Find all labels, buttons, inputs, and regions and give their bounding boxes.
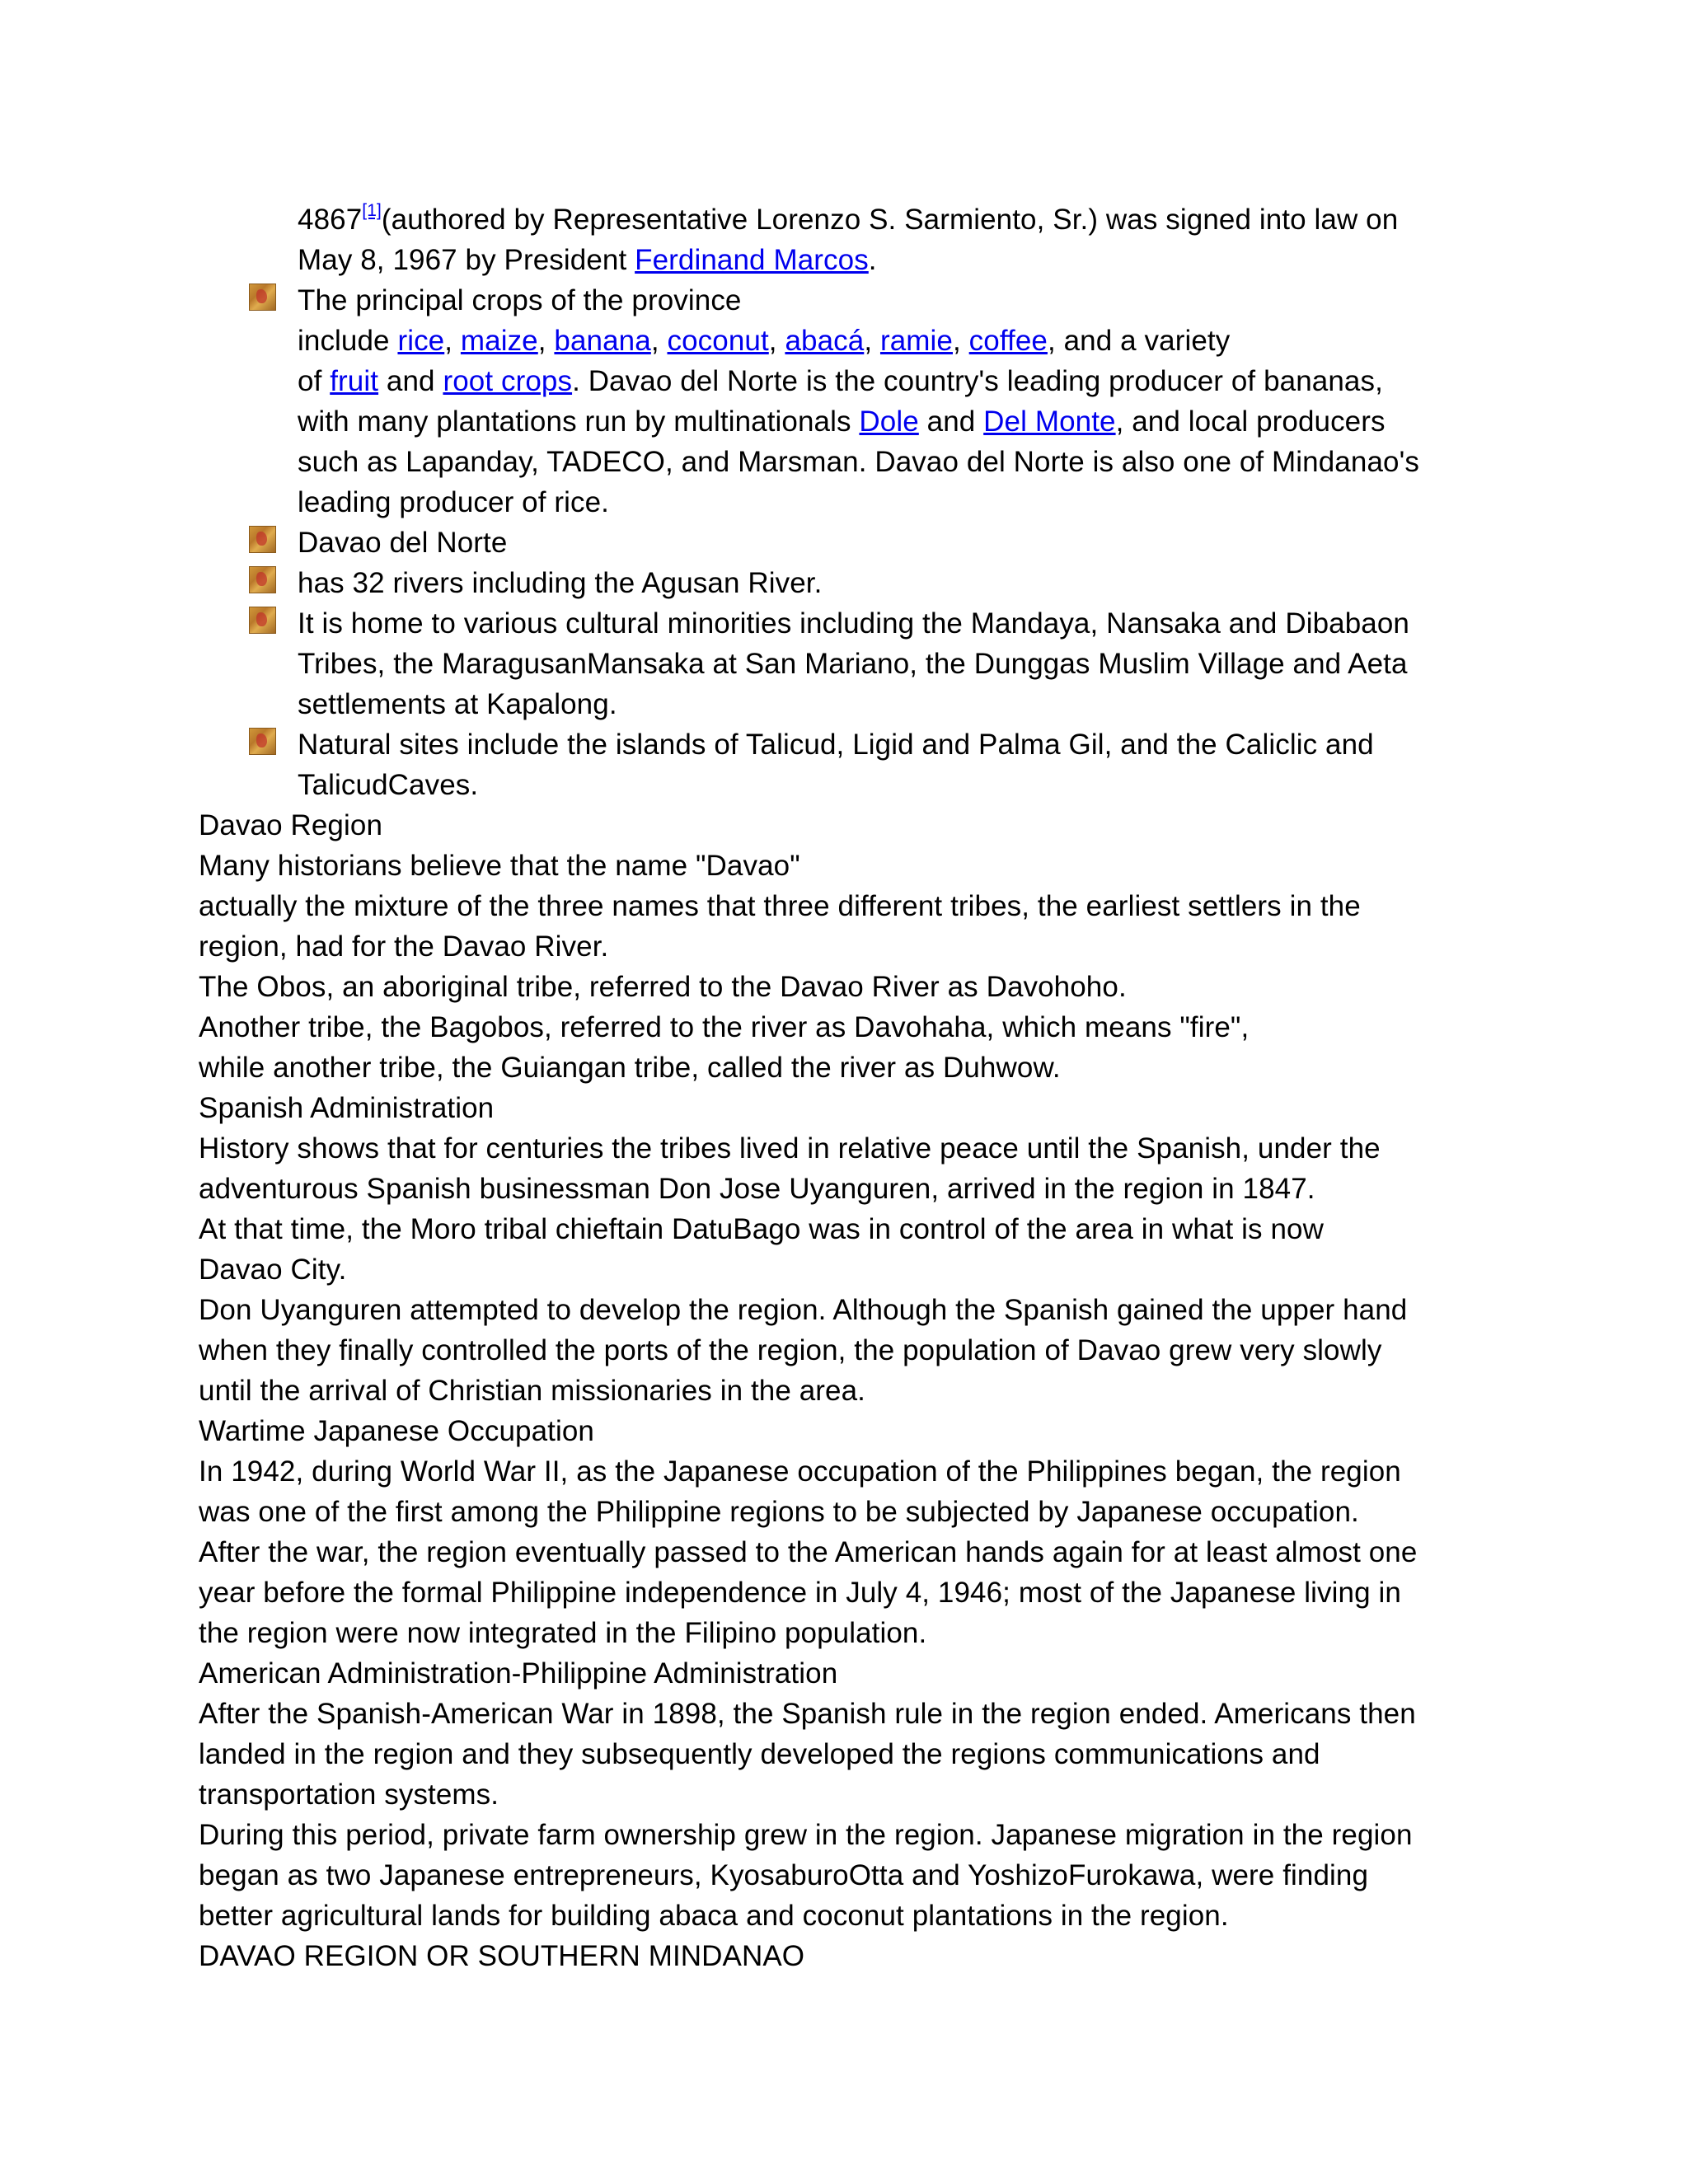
crops-line-6: leading producer of rice. <box>298 486 609 518</box>
body-line: Don Uyanguren attempted to develop the region. Although the Spanish gained the upper hand <box>199 1294 1408 1326</box>
bullet-minorities-line-2: Tribes, the MaragusanMansaka at San Mariano, the Dunggas Muslim Village and Aeta <box>298 648 1408 680</box>
separator: , <box>768 325 785 357</box>
body-line: began as two Japanese entrepreneurs, KyosaburoOtta and YoshizoFurokawa, were finding <box>199 1859 1369 1891</box>
intro-text: . <box>868 244 877 276</box>
crops-text: . Davao del Norte is the country's leading producer of bananas, <box>572 365 1383 397</box>
banana-link[interactable]: banana <box>554 325 651 357</box>
crops-text: , and a variety <box>1047 325 1231 357</box>
intro-line-1 <box>298 199 1398 240</box>
crops-line-5: such as Lapanday, TADECO, and Marsman. Davao del Norte is also one of Mindanao's <box>298 446 1419 478</box>
intro-line-2 <box>298 240 877 280</box>
separator: , <box>953 325 969 357</box>
intro-text: May 8, 1967 by President <box>298 244 635 276</box>
rice-link[interactable]: rice <box>397 325 445 357</box>
bullet-icon <box>249 526 276 553</box>
ferdinand-marcos-link[interactable]: Ferdinand Marcos <box>635 244 869 276</box>
maize-link[interactable]: maize <box>460 325 538 357</box>
coconut-link[interactable]: coconut <box>667 325 769 357</box>
crops-line-2 <box>298 321 1230 361</box>
heading-davao-region: Davao Region <box>199 809 383 841</box>
bullet-icon <box>249 607 276 634</box>
body-line: During this period, private farm ownership grew in the region. Japanese migration in the region <box>199 1819 1413 1851</box>
del-monte-link[interactable]: Del Monte <box>983 405 1116 438</box>
body-line: After the war, the region eventually passed to the American hands again for at least almost one <box>199 1536 1418 1568</box>
body-line: until the arrival of Christian missionaries in the area. <box>199 1375 866 1407</box>
crops-text: with many plantations run by multinationals <box>298 405 860 438</box>
body-line: Many historians believe that the name "Davao" <box>199 850 800 882</box>
bullet-minorities-line-3: settlements at Kapalong. <box>298 688 617 720</box>
bill-number: 4867 <box>298 204 363 236</box>
bullet-icon <box>249 284 276 311</box>
separator: , <box>650 325 668 357</box>
bullet-rivers: has 32 rivers including the Agusan River. <box>298 567 823 599</box>
heading-spanish-administration: Spanish Administration <box>199 1092 495 1124</box>
heading-davao-region-southern-mindanao: DAVAO REGION OR SOUTHERN MINDANAO <box>199 1940 805 1972</box>
abaca-link[interactable]: abacá <box>785 325 865 357</box>
crops-line-1: The principal crops of the province <box>298 284 742 316</box>
intro-text: (authored by Representative Lorenzo S. Sarmiento, Sr.) was signed into law on <box>381 204 1399 236</box>
separator: , <box>864 325 880 357</box>
crops-text: and <box>378 365 443 397</box>
body-line: The Obos, an aboriginal tribe, referred to the Davao River as Davohoho. <box>199 971 1127 1003</box>
body-line: landed in the region and they subsequently developed the regions communications and <box>199 1738 1320 1770</box>
body-line: History shows that for centuries the tribes lived in relative peace until the Spanish, under the <box>199 1132 1381 1165</box>
root-crops-link[interactable]: root crops <box>443 365 573 397</box>
bullet-natural-sites-line-1: Natural sites include the islands of Talicud, Ligid and Palma Gil, and the Caliclic and <box>298 729 1374 761</box>
separator: , <box>444 325 461 357</box>
dole-link[interactable]: Dole <box>859 405 919 438</box>
body-line: In 1942, during World War II, as the Japanese occupation of the Philippines began, the region <box>199 1455 1401 1488</box>
body-line: when they finally controlled the ports of the region, the population of Davao grew very slowly <box>199 1334 1382 1366</box>
bullet-minorities-line-1: It is home to various cultural minorities including the Mandaya, Nansaka and Dibabaon <box>298 607 1409 640</box>
crops-text: , and local producers <box>1115 405 1386 438</box>
bullet-natural-sites-line-2: TalicudCaves. <box>298 769 479 801</box>
body-line: transportation systems. <box>199 1779 499 1811</box>
crops-text: and <box>918 405 984 438</box>
ramie-link[interactable]: ramie <box>879 325 953 357</box>
body-line: adventurous Spanish businessman Don Jose Uyanguren, arrived in the region in 1847. <box>199 1173 1315 1205</box>
bullet-davao-del-norte: Davao del Norte <box>298 527 508 559</box>
body-line: while another tribe, the Guiangan tribe, called the river as Duhwow. <box>199 1052 1061 1084</box>
footnote-link[interactable]: [1] <box>362 201 382 220</box>
body-line: Davao City. <box>199 1254 347 1286</box>
coffee-link[interactable]: coffee <box>968 325 1048 357</box>
crops-line-4 <box>298 401 1386 442</box>
body-line: actually the mixture of the three names that three different tribes, the earliest settlers in the <box>199 890 1361 922</box>
body-line: At that time, the Moro tribal chieftain DatuBago was in control of the area in what is now <box>199 1213 1324 1245</box>
bullet-icon <box>249 566 276 593</box>
crops-line-3 <box>298 361 1383 401</box>
body-line: After the Spanish-American War in 1898, the Spanish rule in the region ended. Americans then <box>199 1698 1416 1730</box>
bullet-icon <box>249 728 276 755</box>
heading-wartime-japanese-occupation: Wartime Japanese Occupation <box>199 1415 594 1447</box>
fruit-link[interactable]: fruit <box>330 365 379 397</box>
body-line: region, had for the Davao River. <box>199 930 609 963</box>
separator: , <box>537 325 555 357</box>
body-line: the region were now integrated in the Filipino population. <box>199 1617 927 1649</box>
body-line: Another tribe, the Bagobos, referred to the river as Davohaha, which means "fire", <box>199 1011 1250 1043</box>
heading-american-administration: American Administration-Philippine Administration <box>199 1657 838 1690</box>
body-line: better agricultural lands for building abaca and coconut plantations in the region. <box>199 1900 1229 1932</box>
crops-text: of <box>298 365 331 397</box>
body-line: was one of the first among the Philippine regions to be subjected by Japanese occupation. <box>199 1496 1359 1528</box>
body-line: year before the formal Philippine independence in July 4, 1946; most of the Japanese living in <box>199 1577 1401 1609</box>
crops-text: include <box>298 325 398 357</box>
